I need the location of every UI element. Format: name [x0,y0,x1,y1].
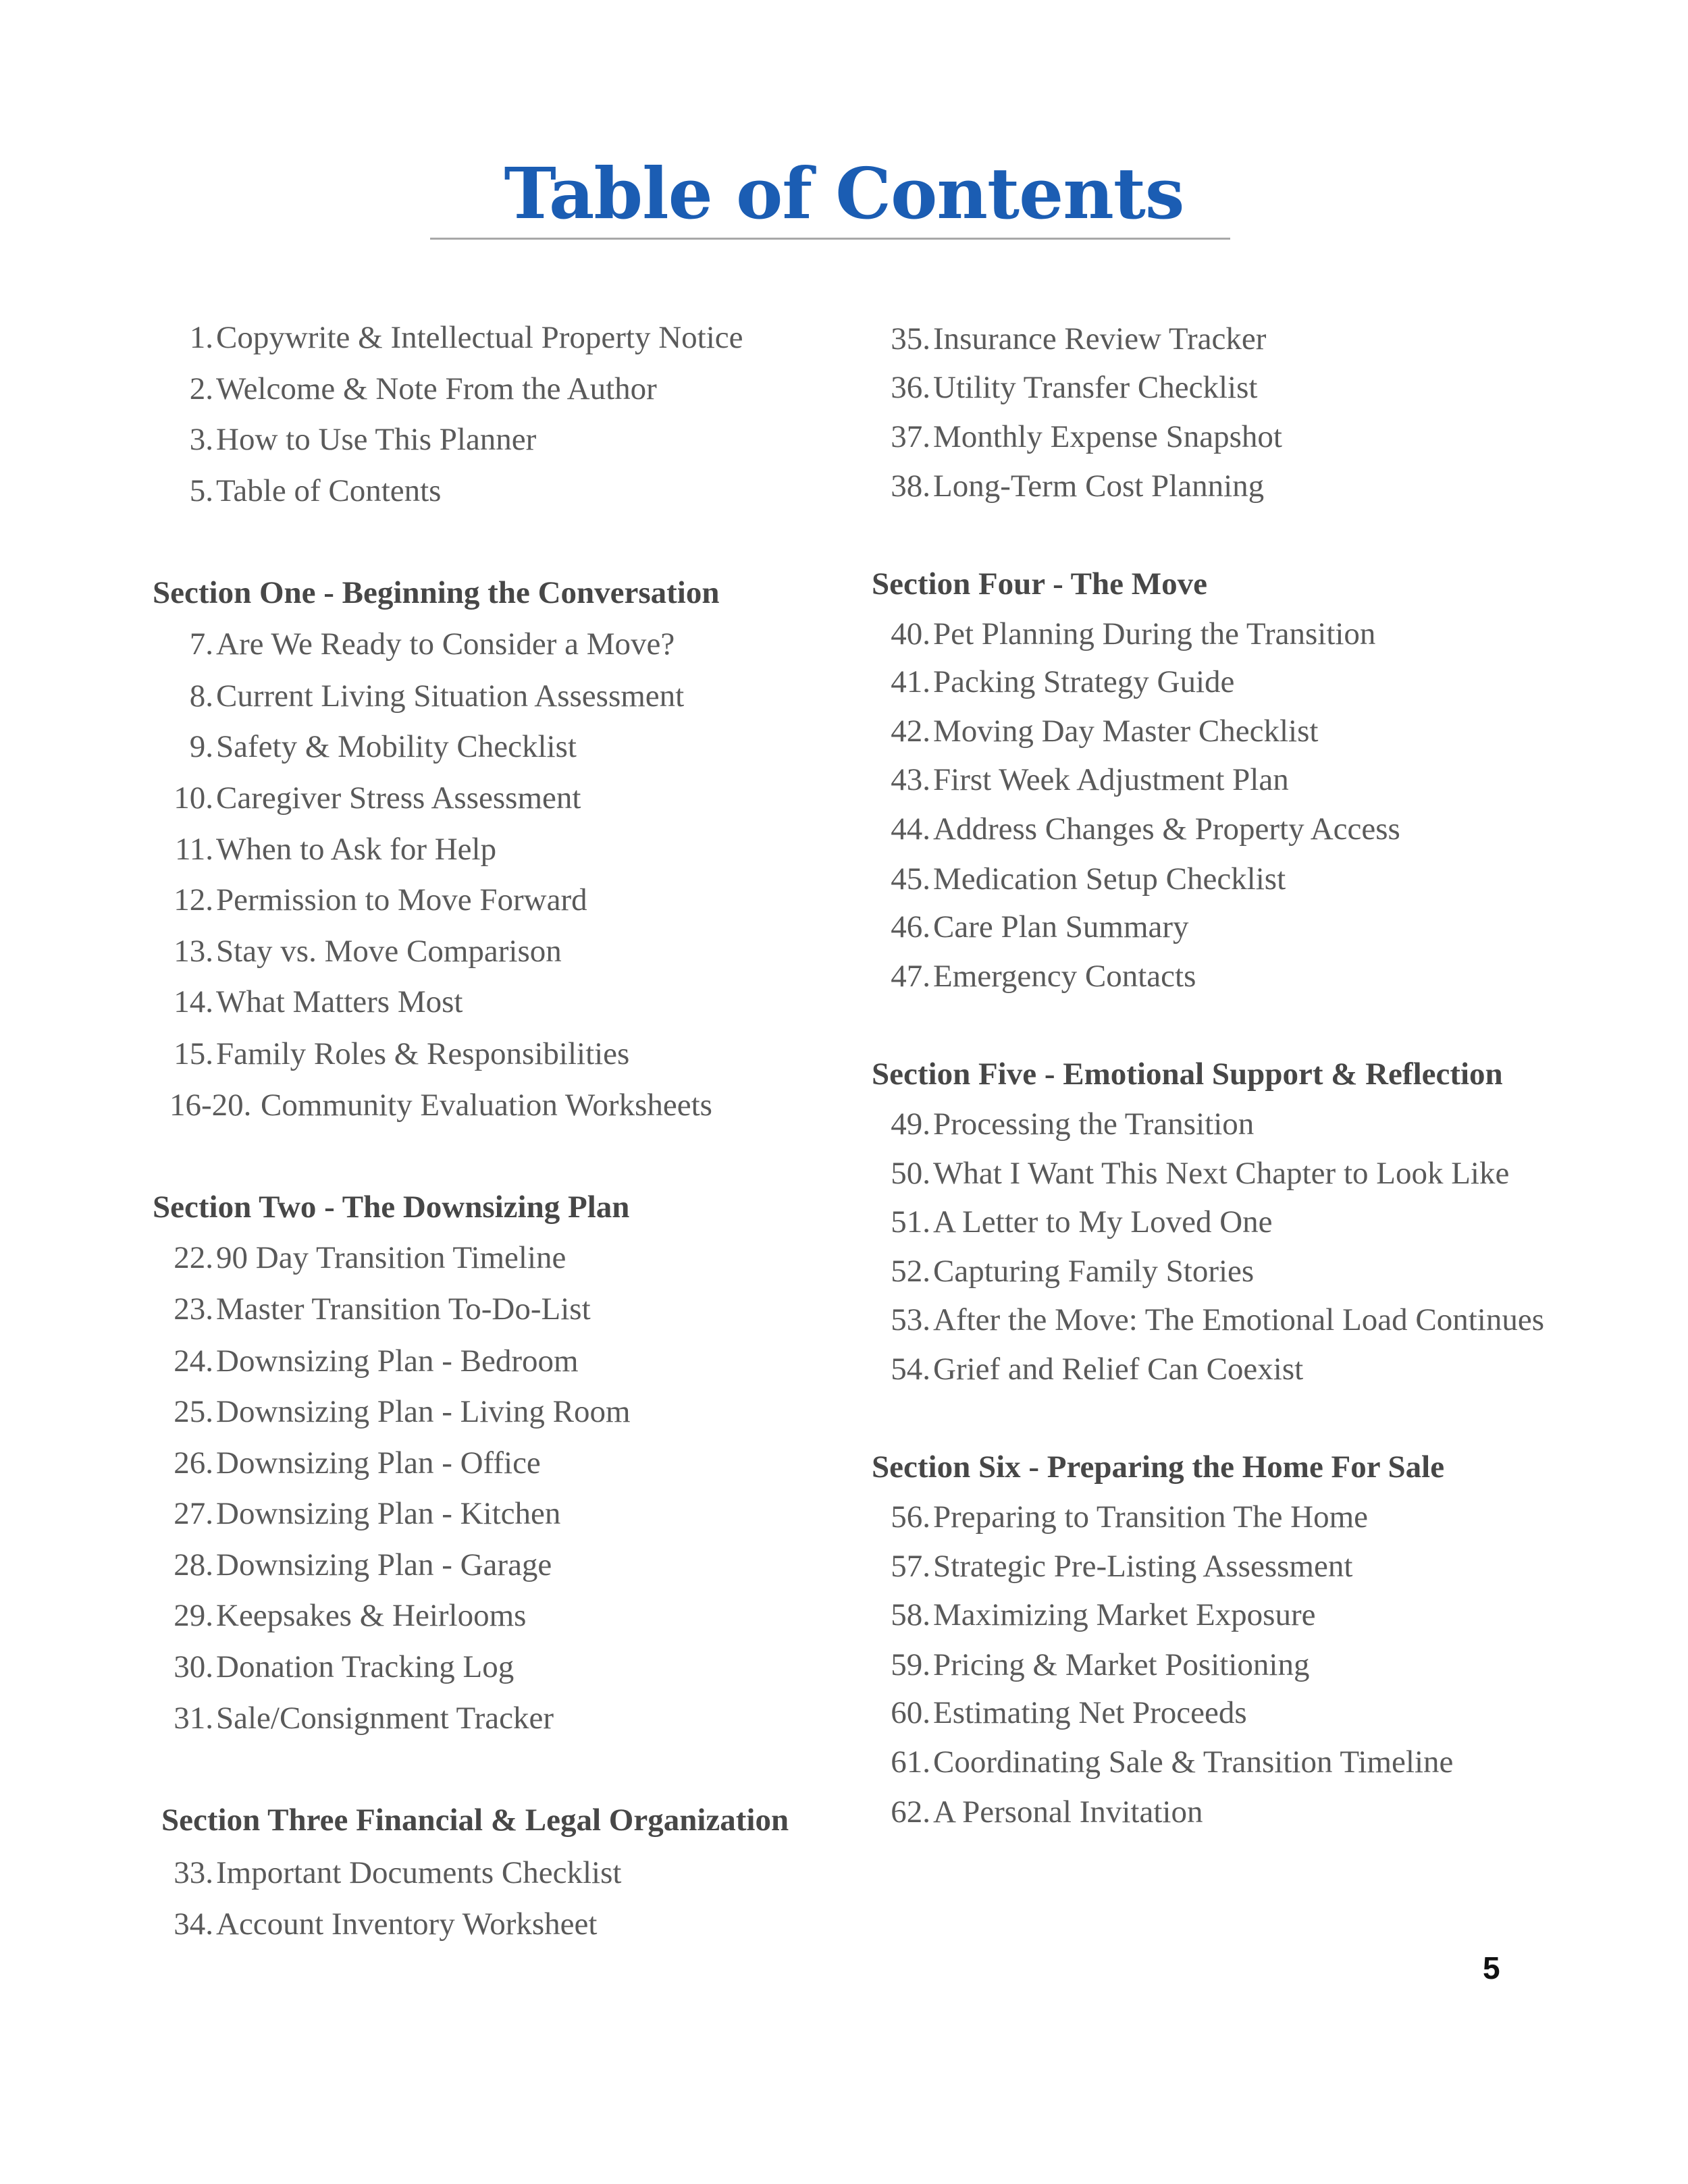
entry-title: Capturing Family Stories [933,1254,1255,1289]
entry-page-number: 1. [189,320,213,355]
entry-page-number: 52. [891,1254,930,1289]
entry-page-number: 36. [891,370,930,405]
entry-page-number: 10. [174,780,213,816]
entry-title: Downsizing Plan - Garage [216,1547,552,1582]
entry-page-number: 3. [189,422,213,457]
entry-page-number: 2. [189,371,213,406]
entry-page-number: 28. [174,1547,213,1582]
entry-page-number: 14. [174,984,213,1019]
entry-title: Downsizing Plan - Office [216,1445,541,1481]
entry-page-number: 8. [189,678,213,714]
entry-page-number: 7. [189,627,213,662]
entry-page-number: 30. [174,1649,213,1684]
entry-title: A Letter to My Loved One [933,1204,1273,1240]
entry-title: Grief and Relief Can Coexist [933,1352,1304,1387]
entry-title: Community Evaluation Worksheets [261,1088,712,1123]
section-heading[interactable]: Section Five - Emotional Support & Reflection [872,1057,1503,1092]
section-heading[interactable]: Section Six - Preparing the Home For Sale [872,1449,1445,1485]
entry-title: Permission to Move Forward [216,882,587,917]
entry-page-number: 33. [174,1855,213,1890]
entry-page-number: 15. [174,1036,213,1071]
entry-page-number: 35. [891,321,930,356]
entry-page-number: 40. [891,616,930,651]
entry-page-number: 25. [174,1394,213,1429]
entry-title: Address Changes & Property Access [933,811,1400,847]
entry-title: Copywrite & Intellectual Property Notice [216,320,743,355]
entry-page-number: 29. [174,1598,213,1633]
entry-title: Care Plan Summary [933,909,1189,944]
page-title: Table of Contents [504,152,1184,235]
entry-title: Monthly Expense Snapshot [933,419,1282,454]
entry-page-number: 43. [891,762,930,797]
entry-page-number: 46. [891,909,930,944]
entry-page-number: 44. [891,811,930,847]
entry-page-number: 34. [174,1907,213,1942]
entry-title: What Matters Most [216,984,463,1019]
entry-title: Stay vs. Move Comparison [216,934,562,969]
entry-page-number: 38. [891,469,930,504]
entry-page-number: 41. [891,664,930,699]
entry-title: Long-Term Cost Planning [933,469,1265,504]
entry-page-number: 60. [891,1695,930,1730]
entry-title: First Week Adjustment Plan [933,762,1289,797]
entry-page-number: 56. [891,1499,930,1535]
entry-title: Keepsakes & Heirlooms [216,1598,527,1633]
entry-page-number: 58. [891,1597,930,1632]
entry-title: Safety & Mobility Checklist [216,729,577,764]
title-underline [430,238,1230,240]
entry-page-number: 49. [891,1107,930,1142]
entry-page-number: 12. [174,882,213,917]
entry-title: Downsizing Plan - Kitchen [216,1496,561,1531]
entry-title: Emergency Contacts [933,959,1196,994]
entry-page-number: 24. [174,1343,213,1379]
entry-title: Medication Setup Checklist [933,861,1286,897]
section-heading[interactable]: Section Three Financial & Legal Organization [161,1803,789,1838]
entry-title: Downsizing Plan - Bedroom [216,1343,579,1379]
entry-page-number: 57. [891,1549,930,1584]
entry-title: What I Want This Next Chapter to Look Like [933,1156,1510,1191]
entry-page-number: 54. [891,1352,930,1387]
entry-page-number: 16-20. [169,1088,252,1123]
entry-title: Preparing to Transition The Home [933,1499,1369,1535]
entry-title: Current Living Situation Assessment [216,678,685,714]
entry-title: Pricing & Market Positioning [933,1647,1310,1682]
entry-title: Sale/Consignment Tracker [216,1701,554,1736]
entry-title: Account Inventory Worksheet [216,1907,598,1942]
entry-page-number: 23. [174,1291,213,1327]
entry-page-number: 9. [189,729,213,764]
entry-title: When to Ask for Help [216,832,497,867]
entry-page-number: 62. [891,1794,930,1830]
entry-page-number: 31. [174,1701,213,1736]
entry-page-number: 5. [189,473,213,508]
entry-title: Estimating Net Proceeds [933,1695,1247,1730]
entry-title: Caregiver Stress Assessment [216,780,581,816]
entry-title: How to Use This Planner [216,422,537,457]
entry-title: After the Move: The Emotional Load Continues [933,1302,1545,1337]
entry-title: A Personal Invitation [933,1794,1203,1830]
entry-title: Welcome & Note From the Author [216,371,657,406]
entry-page-number: 42. [891,714,930,749]
entry-title: Coordinating Sale & Transition Timeline [933,1744,1454,1780]
entry-page-number: 37. [891,419,930,454]
entry-title: Donation Tracking Log [216,1649,515,1684]
entry-page-number: 22. [174,1240,213,1275]
entry-title: Are We Ready to Consider a Move? [216,627,675,662]
section-heading[interactable]: Section One - Beginning the Conversation [153,575,720,610]
entry-title: Important Documents Checklist [216,1855,622,1890]
entry-page-number: 45. [891,861,930,897]
entry-title: Downsizing Plan - Living Room [216,1394,631,1429]
entry-title: Pet Planning During the Transition [933,616,1376,651]
entry-page-number: 13. [174,934,213,969]
entry-title: Utility Transfer Checklist [933,370,1258,405]
entry-title: 90 Day Transition Timeline [216,1240,566,1275]
entry-title: Family Roles & Responsibilities [216,1036,630,1071]
section-heading[interactable]: Section Two - The Downsizing Plan [153,1190,630,1225]
entry-page-number: 61. [891,1744,930,1780]
entry-title: Packing Strategy Guide [933,664,1235,699]
entry-page-number: 11. [174,832,213,867]
entry-page-number: 26. [174,1445,213,1481]
entry-title: Insurance Review Tracker [933,321,1267,356]
entry-title: Master Transition To-Do-List [216,1291,591,1327]
entry-title: Table of Contents [216,473,442,508]
page-number: 5 [1483,1950,1500,1986]
entry-page-number: 27. [174,1496,213,1531]
entry-page-number: 51. [891,1204,930,1240]
entry-page-number: 53. [891,1302,930,1337]
section-heading[interactable]: Section Four - The Move [872,566,1207,602]
entry-title: Maximizing Market Exposure [933,1597,1316,1632]
entry-title: Moving Day Master Checklist [933,714,1319,749]
entry-page-number: 59. [891,1647,930,1682]
entry-title: Strategic Pre-Listing Assessment [933,1549,1353,1584]
entry-page-number: 50. [891,1156,930,1191]
entry-title: Processing the Transition [933,1107,1255,1142]
entry-page-number: 47. [891,959,930,994]
